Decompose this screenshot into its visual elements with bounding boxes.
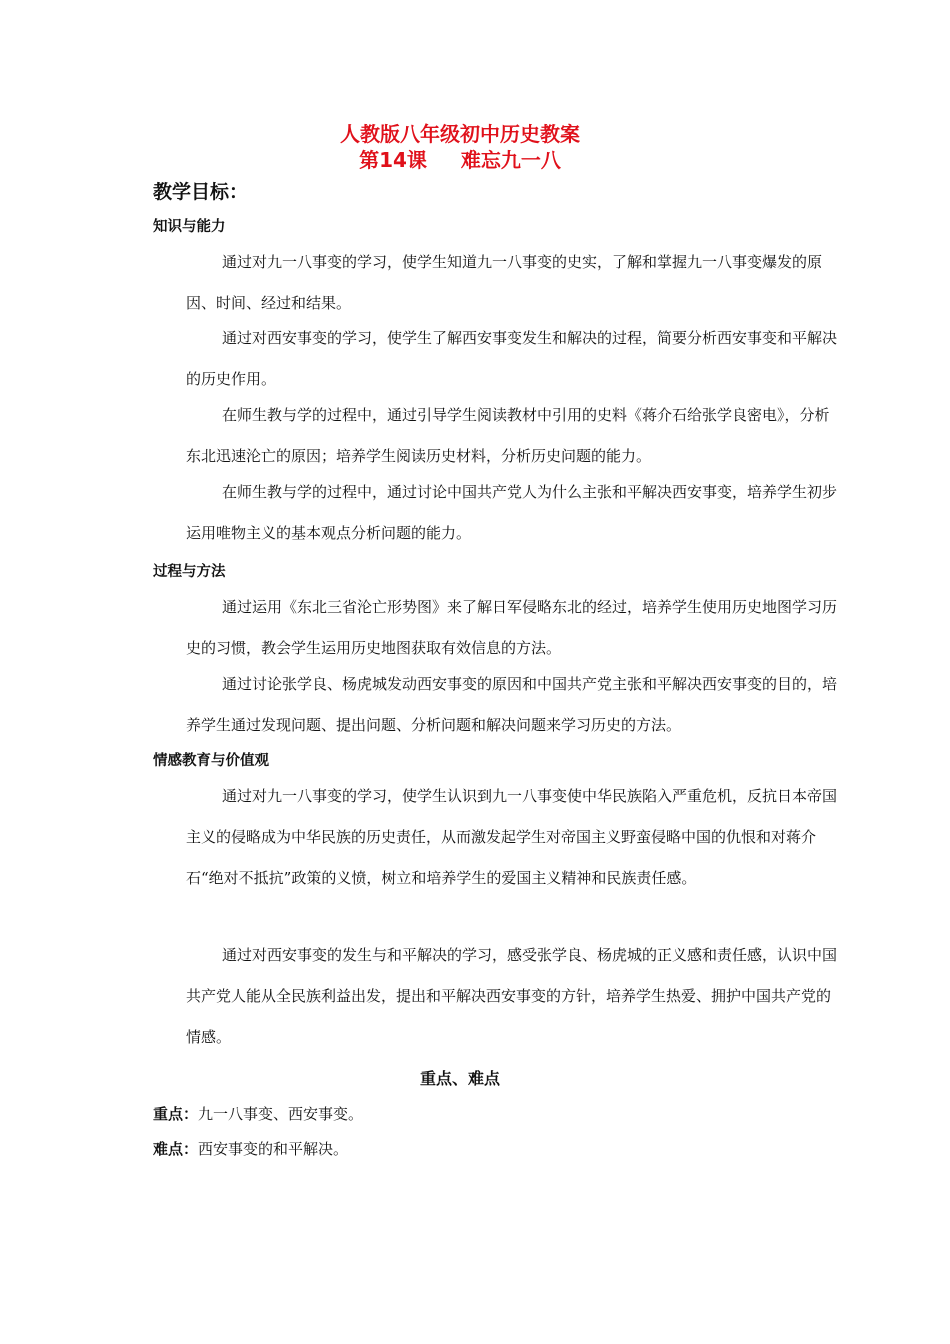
knowledge-paragraph-4: 在师生教与学的过程中，通过讨论中国共产党人为什么主张和平解决西安事变，培养学生初步运用唯物主义的基本观点分析问题的能力。 <box>186 483 838 542</box>
emotion-heading: 情感教育与价值观 <box>153 753 269 769</box>
difficult-point-label: 难点： <box>153 1140 199 1158</box>
key-point-text: 九一八事变、西安事变。 <box>198 1105 364 1123</box>
process-heading: 过程与方法 <box>153 564 226 580</box>
objectives-heading: 教学目标： <box>153 181 249 203</box>
knowledge-paragraph-2: 通过对西安事变的学习，使学生了解西安事变发生和解决的过程，简要分析西安事变和平解决的历史作用。 <box>186 329 838 388</box>
key-point-label: 重点： <box>153 1105 199 1123</box>
document-title: 人教版八年级初中历史教案 <box>340 122 580 146</box>
lesson-title <box>0 148 920 172</box>
lesson-number: 第14课 <box>359 148 427 172</box>
process-paragraph-2: 通过讨论张学良、杨虎城发动西安事变的原因和中国共产党主张和平解决西安事变的目的，培养学生通过发现问题、提出问题、分析问题和解决问题来学习历史的方法。 <box>186 675 838 734</box>
knowledge-paragraph-3: 在师生教与学的过程中，通过引导学生阅读教材中引用的史料《蒋介石给张学良密电》，分析东北迅速沦亡的原因；培养学生阅读历史材料，分析历史问题的能力。 <box>186 406 830 465</box>
emotion-paragraph-1: 通过对九一八事变的学习，使学生认识到九一八事变使中华民族陷入严重危机，反抗日本帝国主义的侵略成为中华民族的历史责任，从而激发起学生对帝国主义野蛮侵略中国的仇恨和对蒋介石“绝对不抵抗”政策的义愤，树立和培养学生的爱国主义精神和民族责任感。 <box>186 787 838 887</box>
difficult-point-line <box>153 1139 348 1159</box>
key-point-line <box>153 1104 363 1124</box>
knowledge-paragraph-1: 通过对九一八事变的学习，使学生知道九一八事变的史实，了解和掌握九一八事变爆发的原因、时间、经过和结果。 <box>186 253 823 312</box>
keypoints-heading: 重点、难点 <box>419 1069 500 1088</box>
process-paragraph-1: 通过运用《东北三省沦亡形势图》来了解日军侵略东北的经过，培养学生使用历史地图学习历史的习惯，教会学生运用历史地图获取有效信息的方法。 <box>186 598 838 657</box>
lesson-name: 难忘九一八 <box>460 148 561 172</box>
emotion-paragraph-2: 通过对西安事变的发生与和平解决的学习，感受张学良、杨虎城的正义感和责任感，认识中国共产党人能从全民族利益出发，提出和平解决西安事变的方针，培养学生热爱、拥护中国共产党的情感。 <box>186 946 838 1046</box>
knowledge-heading: 知识与能力 <box>153 219 226 235</box>
difficult-point-text: 西安事变的和平解决。 <box>198 1140 349 1158</box>
